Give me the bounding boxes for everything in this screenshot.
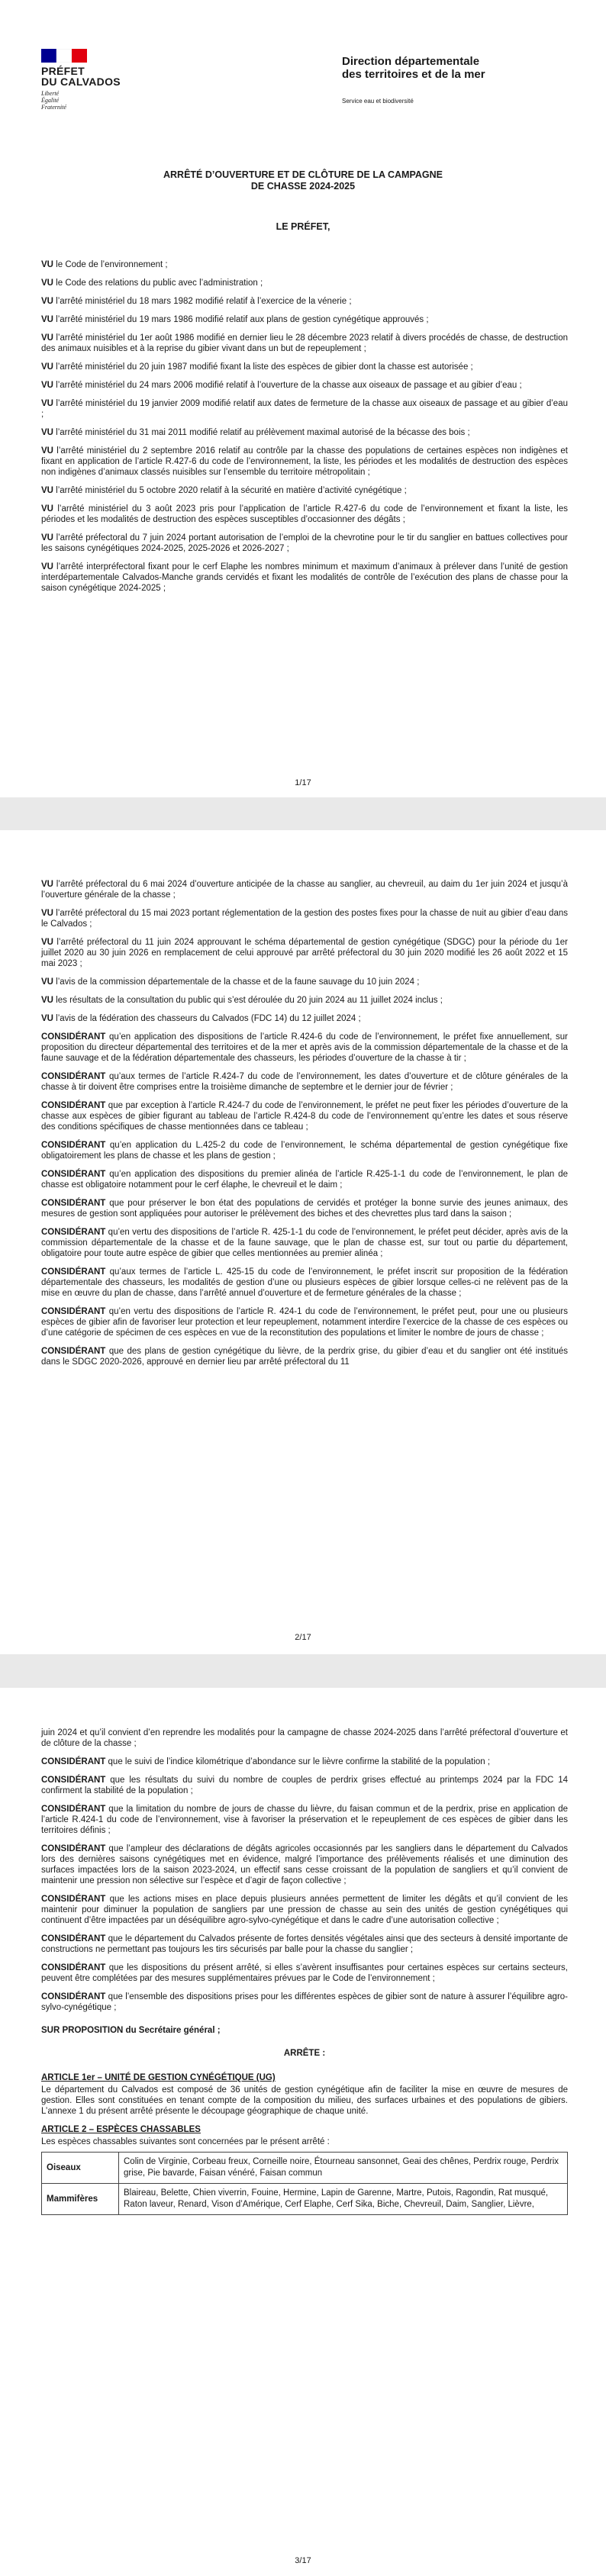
- paragraph: [41, 1032, 568, 1064]
- paragraph-lead: CONSIDÉRANT: [41, 1170, 106, 1179]
- paragraph: [41, 995, 568, 1006]
- document-page-2: [0, 830, 606, 1654]
- paragraph-text: l’avis de la commission départementale de la chasse et de la faune sauvage du 10 juin 2024 ;: [53, 977, 420, 987]
- paragraph-lead: VU: [41, 909, 53, 918]
- paragraph-lead: VU: [41, 486, 53, 495]
- paragraph-lead: CONSIDÉRANT: [41, 1032, 106, 1042]
- paragraph: [41, 333, 568, 354]
- paragraph: [41, 1100, 568, 1132]
- paragraph-text: l’avis de la fédération des chasseurs du Calvados (FDC 14) du 12 juillet 2024 ;: [53, 1014, 361, 1023]
- paragraph: [41, 908, 568, 929]
- arrete-heading: ARRÊTE :: [283, 2049, 326, 2058]
- paragraph: [41, 533, 568, 554]
- prefet-logo: [41, 49, 133, 111]
- paragraph-text: que les dispositions du présent arrêté, si elles s’avèrent insuffisantes pour certaines espèces sur certains secteurs, peuvent être complétées par des mesures supplémentaires prévues par le Code de l’environnement ;: [41, 1963, 568, 1983]
- article-1-title: ARTICLE 1er – UNITÉ DE GESTION CYNÉGÉTIQUE (UG): [41, 2073, 276, 2082]
- paragraph-lead: CONSIDÉRANT: [41, 1934, 106, 1943]
- paragraph: [41, 398, 568, 420]
- devise-egalite: Égalité: [41, 97, 60, 104]
- paragraph-text: l’arrêté préfectoral du 11 juin 2024 approuvant le schéma départemental de gestion cynégétique (SDGC) pour la période du 1er juillet 2020 au 30 juin 2026 en remplacement de celui approuvé par arrêté préfectoral du 30 juin 2020 modifié les 26 août 2022 et 15 mai 2023 ;: [41, 938, 568, 968]
- paragraph-text: qu’aux termes de l’article R.424-7 du code de l’environnement, les dates d’ouverture et de clôture générales de la chasse à tir doivent être comprises entre la troisième dimanche de septembre et le dernier jour de février ;: [41, 1072, 568, 1092]
- paragraph-text: que par exception à l’article R.424-7 du code de l’environnement, le préfet ne peut fixer les périodes d’ouverture de la chasse aux espèces de gibier figurant au tableau de l’article R.424-8 du code de l’environnement qu’entre les dates et sous réserve des conditions spécifiques de chasse mentionnées dans ce tableau ;: [41, 1101, 568, 1132]
- article-2-title: ARTICLE 2 – ESPÈCES CHASSABLES: [41, 2125, 201, 2134]
- paragraph-text: l’arrêté ministériel du 5 octobre 2020 relatif à la sécurité en matière d’activité cynégétique ;: [53, 486, 407, 495]
- direction-line-1: Direction départementale: [342, 55, 480, 68]
- article-1-text: Le département du Calvados est composé de 36 unités de gestion cynégétique afin de faciliter la mise en œuvre de mesures de gestion. Elles sont constituées en tenant compte de la composition du milieu, des surfaces urbaines et des populations de gibiers. L’annexe 1 du présent arrêté présente le découpage géographique de chaque unité.: [41, 2085, 568, 2116]
- service-name: Service eau et biodiversité: [342, 98, 414, 105]
- direction-line-2: des territoires et de la mer: [342, 68, 485, 81]
- paragraph: [41, 259, 568, 270]
- paragraph-lead: VU: [41, 362, 53, 372]
- paragraph: [41, 1894, 568, 1926]
- paragraph: [41, 1728, 568, 1749]
- paragraph-text: l’arrêté ministériel du 24 mars 2006 modifié relatif à l’ouverture de la chasse aux oiseaux de passage et au gibier d’eau ;: [53, 381, 522, 390]
- page-number: 3/17: [295, 2556, 311, 2565]
- document-page-1: [0, 0, 606, 797]
- paragraph-text: que pour préserver le bon état des populations de cervidés et protéger la bonne survie des jeunes animaux, des mesures de gestion sont appliquées pour autoriser le prélèvement des biches et des chevrettes plus tard dans la saison ;: [41, 1199, 568, 1219]
- paragraph: [41, 562, 568, 594]
- sur-proposition: SUR PROPOSITION du Secrétaire général ;: [41, 2026, 221, 2035]
- paragraph: [41, 427, 568, 438]
- paragraph: [41, 278, 568, 288]
- paragraph-lead: VU: [41, 428, 53, 437]
- paragraph-lead: VU: [41, 399, 53, 408]
- paragraph-text: que le suivi de l’indice kilométrique d’abondance sur le lièvre confirme la stabilité de la population ;: [105, 1757, 491, 1766]
- direction-name: [342, 55, 485, 81]
- paragraph-lead: CONSIDÉRANT: [41, 1963, 106, 1972]
- paragraph-text: l’arrêté ministériel du 19 mars 1986 modifié relatif aux plans de gestion cynégétique approuvés ;: [53, 315, 429, 324]
- paragraph: [41, 1198, 568, 1219]
- paragraph-lead: VU: [41, 1014, 53, 1023]
- paragraph-text: l’arrêté interpréfectoral fixant pour le cerf Elaphe les nombres minimum et maximum d’animaux à prélever dans l’unité de gestion interdépartementale Calvados-Manche grands cervidés et fixant les modalités de contrôle de l’exécution des plans de chasse pour la saison cynégétique 2024-2025 ;: [41, 562, 568, 593]
- paragraph: [41, 937, 568, 969]
- title-line-1: ARRÊTÉ D’OUVERTURE ET DE CLÔTURE DE LA CAMPAGNE: [163, 169, 443, 180]
- paragraph-lead: VU: [41, 315, 53, 324]
- paragraph-text: l’arrêté préfectoral du 6 mai 2024 d’ouverture anticipée de la chasse au sanglier, au chevreuil, au daim du 1er juin 2024 et jusqu’à l’ouverture générale de la chasse ;: [41, 880, 568, 900]
- paragraph-lead: VU: [41, 446, 53, 456]
- paragraph-lead: VU: [41, 938, 53, 947]
- devise-liberte: Liberté: [41, 90, 60, 97]
- document-title: [0, 169, 606, 192]
- paragraph: [41, 1306, 568, 1338]
- paragraph-lead: CONSIDÉRANT: [41, 1776, 106, 1785]
- paragraph-text: qu’en application des dispositions du premier alinéa de l’article R.425-1-1 du code de l’environnement, le plan de chasse est obligatoire notamment pour le cerf élaphe, le chevreuil et le daim ;: [41, 1170, 568, 1190]
- title-line-2: DE CHASSE 2024-2025: [250, 181, 356, 192]
- paragraph-lead: CONSIDÉRANT: [41, 1992, 106, 2001]
- paragraph-lead: VU: [41, 977, 53, 987]
- species-category: Mammifères: [42, 2184, 119, 2215]
- species-list: Colin de Virginie, Corbeau freux, Corneille noire, Étourneau sansonnet, Geai des chênes, Perdrix rouge, Perdrix grise, Pie bavarde, Faisan vénéré, Faisan commun: [119, 2153, 568, 2184]
- paragraph-lead: CONSIDÉRANT: [41, 1267, 106, 1277]
- paragraph-text: que l’ensemble des dispositions prises pour les différentes espèces de gibier sont de nature à assurer l’équilibre agro-sylvo-cynégétique ;: [41, 1992, 568, 2012]
- logo-line-1: PRÉFET: [41, 65, 85, 77]
- paragraph-text: qu’en application des dispositions de l’article R.424-6 du code de l’environnement, le préfet fixe annuellement, sur proposition du directeur départemental des territoires et de la mer et après avis de la commission départementale de la chasse et de la faune sauvage et de la fédération départementale des chasseurs, les périodes d’ouverture de la chasse à tir ;: [41, 1032, 568, 1063]
- paragraph-text: l’arrêté ministériel du 2 septembre 2016 relatif au contrôle par la chasse des populations de certaines espèces non indigènes et fixant en application de l’article R.427-6 du code de l’environnement, la liste, les périodes et les modalités de destruction des espèces non indigènes d’animaux classés nuisibles sur l’ensemble du territoire métropolitain ;: [41, 446, 568, 477]
- paragraph-lead: CONSIDÉRANT: [41, 1757, 106, 1766]
- species-category: Oiseaux: [42, 2153, 119, 2184]
- paragraph-lead: CONSIDÉRANT: [41, 1307, 106, 1316]
- paragraph: [41, 1013, 568, 1024]
- paragraph-text: que le département du Calvados présente de fortes densités végétales ainsi que des secteurs à densité importante de constructions ne permettant pas toujours les tirs sécurisés par balle pour la chasse du sanglier ;: [41, 1934, 568, 1954]
- page-2-body: [41, 879, 568, 1375]
- paragraph-lead: CONSIDÉRANT: [41, 1895, 106, 1904]
- paragraph: [41, 1843, 568, 1886]
- paragraph-lead: CONSIDÉRANT: [41, 1347, 106, 1356]
- paragraph-lead: VU: [41, 381, 53, 390]
- paragraph-text: qu’en application du L.425-2 du code de l’environnement, le schéma départemental de gestion cynégétique fixe obligatoirement les plans de chasse et les plans de gestion ;: [41, 1141, 568, 1161]
- paragraph: [41, 1140, 568, 1161]
- paragraph-text: que les actions mises en place depuis plusieurs années permettent de limiter les dégâts et qu’il convient de les maintenir pour diminuer la population de sangliers par une pression de chasse au sein des unités de gestion cynégétiques qui continuent d’être impactées par un déséquilibre agro-sylvo-cynégétique et dans le cadre d’une autorisation collective ;: [41, 1895, 568, 1925]
- paragraph: [41, 1267, 568, 1299]
- paragraph: [41, 1804, 568, 1836]
- paragraph-text: l’arrêté ministériel du 18 mars 1982 modifié relatif à l’exercice de la vénerie ;: [53, 297, 352, 306]
- paragraph-text: que des plans de gestion cynégétique du lièvre, de la perdrix grise, du gibier d’eau et du sanglier ont été institués dans le SDGC 2020-2026, approuvé en dernier lieu par arrêté préfectoral du 11: [41, 1347, 568, 1367]
- paragraph-text: qu’en vertu des dispositions de l’article R. 424-1 du code de l’environnement, le préfet peut, pour une ou plusieurs espèces de gibier afin de favoriser leur protection et leur repeuplement, notamment interdire l’exercice de la chasse de ces espèces ou d’une catégorie de spécimen de ces espèces en vue de la reconstitution des populations et limiter le nombre de jours de chasse ;: [41, 1307, 568, 1338]
- devise-fraternite: Fraternité: [41, 104, 66, 111]
- paragraph: [41, 380, 568, 391]
- species-table: [41, 2152, 568, 2215]
- paragraph-text: l’arrêté ministériel du 3 août 2023 pris pour l’application de l’article R.427-6 du code de l’environnement et fixant la liste, les périodes et les modalités de destruction des espèces susceptibles d’occasionner des dégâts ;: [41, 504, 568, 524]
- paragraph: [41, 1346, 568, 1367]
- species-list: Blaireau, Belette, Chien viverrin, Fouine, Hermine, Lapin de Garenne, Martre, Putois, Ragondin, Rat musqué, Raton laveur, Renard, Vison d’Amérique, Cerf Elaphe, Cerf Sika, Biche, Chevreuil, Daim, Sanglier, Lièvre,: [119, 2184, 568, 2215]
- paragraph-lead: VU: [41, 562, 53, 572]
- paragraph-text: qu’aux termes de l’article L. 425-15 du code de l’environnement, le préfet inscrit sur proposition de la fédération départementale des chasseurs, les modalités de gestion d’une ou plusieurs espèces de gibier lorsque celles-ci ne relèvent pas de la mise en œuvre du plan de chasse, dans l’arrêté annuel d’ouverture et de fermeture générales de la chasse ;: [41, 1267, 568, 1298]
- prefet-heading: LE PRÉFET,: [276, 221, 330, 232]
- document-page-3: [0, 1688, 606, 2576]
- paragraph: [41, 1934, 568, 1955]
- devise: [41, 90, 133, 111]
- paragraph-text: le Code des relations du public avec l’administration ;: [53, 279, 263, 288]
- page-number: 1/17: [295, 778, 311, 787]
- paragraph: [41, 1227, 568, 1259]
- paragraph-text: le Code de l’environnement ;: [53, 260, 168, 269]
- table-row: [42, 2184, 568, 2215]
- article-2-intro: Les espèces chassables suivantes sont concernées par le présent arrêté :: [41, 2137, 330, 2146]
- paragraph: [41, 504, 568, 525]
- paragraph-text: que l’ampleur des déclarations de dégâts agricoles occasionnés par les sangliers dans le département du Calvados lors des dernières saisons cynégétiques met en évidence, malgré l’importance des prélèvements réalisés et une diminution des surfaces impactées lors de la saison 2023-2024, un effectif sans cesse croissant de la population de sangliers et qu’il convient de maintenir une pression non sélective sur l’espèce et d’agir de façon collective ;: [41, 1844, 568, 1885]
- paragraph-text: l’arrêté préfectoral du 15 mai 2023 portant réglementation de la gestion des postes fixes pour la chasse de nuit au gibier d’eau dans le Calvados ;: [41, 909, 568, 929]
- paragraph-lead: CONSIDÉRANT: [41, 1228, 106, 1237]
- paragraph-lead: VU: [41, 504, 53, 514]
- page-3-body: [41, 1728, 568, 2215]
- page-1-body: [41, 259, 568, 601]
- paragraph-lead: VU: [41, 533, 53, 543]
- paragraph-lead: CONSIDÉRANT: [41, 1844, 106, 1853]
- paragraph: [41, 296, 568, 307]
- paragraph-text: que les résultats du suivi du nombre de couples de perdrix grises effectué au printemps 2024 par la FDC 14 confirment la stabilité de la population ;: [41, 1776, 568, 1795]
- paragraph-text: qu’en vertu des dispositions de l’article R. 425-1-1 du code de l’environnement, le préfet peut décider, après avis de la commission départementale de la chasse et de la faune sauvage, que le plan de chasse est, sur tout ou partie du département, obligatoire pour toute autre espèce de gibier que celles mentionnées au premier alinéa ;: [41, 1228, 568, 1258]
- marianne-flag-icon: [41, 49, 87, 63]
- page-3-considerants: [41, 1728, 568, 2013]
- paragraph-lead: CONSIDÉRANT: [41, 1199, 106, 1208]
- paragraph-text: juin 2024 et qu’il convient d’en reprendre les modalités pour la campagne de chasse 2024-2025 dans l’arrêté préfectoral d’ouverture et de clôture de la chasse ;: [41, 1728, 568, 1748]
- logo-line-2: DU CALVADOS: [41, 76, 121, 88]
- paragraph-lead: CONSIDÉRANT: [41, 1072, 106, 1081]
- paragraph: [41, 446, 568, 478]
- paragraph-lead: VU: [41, 297, 53, 306]
- table-row: [42, 2153, 568, 2184]
- paragraph: [41, 977, 568, 987]
- paragraph: [41, 1775, 568, 1796]
- paragraph-lead: VU: [41, 333, 53, 343]
- paragraph-text: que la limitation du nombre de jours de chasse du lièvre, du faisan commun et de la perdrix, prise en application de l’article R.424-1 du code de l’environnement, vise à favoriser la préservation et le repeuplement de ces espèces de gibier dans les territoires définis ;: [41, 1805, 568, 1835]
- paragraph-text: les résultats de la consultation du public qui s’est déroulée du 20 juin 2024 au 11 juillet 2024 inclus ;: [53, 996, 443, 1005]
- paragraph-lead: VU: [41, 880, 53, 889]
- paragraph: [41, 1992, 568, 2013]
- paragraph-text: l’arrêté ministériel du 31 mai 2011 modifié relatif au prélèvement maximal autorisé de la bécasse des bois ;: [53, 428, 470, 437]
- paragraph-lead: VU: [41, 279, 53, 288]
- paragraph: [41, 362, 568, 372]
- paragraph-lead: CONSIDÉRANT: [41, 1101, 106, 1110]
- paragraph: [41, 879, 568, 900]
- paragraph: [41, 1757, 568, 1767]
- page-number: 2/17: [295, 1633, 311, 1642]
- paragraph-lead: VU: [41, 260, 53, 269]
- paragraph-lead: CONSIDÉRANT: [41, 1141, 106, 1150]
- paragraph-text: l’arrêté ministériel du 20 juin 1987 modifié fixant la liste des espèces de gibier dont la chasse est autorisée ;: [53, 362, 473, 372]
- paragraph: [41, 1071, 568, 1093]
- paragraph: [41, 314, 568, 325]
- paragraph-lead: CONSIDÉRANT: [41, 1805, 106, 1814]
- paragraph-text: l’arrêté ministériel du 1er août 1986 modifié en dernier lieu le 28 décembre 2023 relatif à divers procédés de chasse, de destruction des animaux nuisibles et à la reprise du gibier vivant dans un but de repeuplement ;: [41, 333, 568, 353]
- paragraph: [41, 1963, 568, 1984]
- paragraph-text: l’arrêté préfectoral du 7 juin 2024 portant autorisation de l’emploi de la chevrotine pour le tir du sanglier en battues collectives pour les saisons cynégétiques 2024-2025, 2025-2026 et 2026-2027 ;: [41, 533, 568, 553]
- paragraph-lead: VU: [41, 996, 53, 1005]
- paragraph: [41, 485, 568, 496]
- paragraph: [41, 1169, 568, 1190]
- paragraph-text: l’arrêté ministériel du 19 janvier 2009 modifié relatif aux dates de fermeture de la chasse aux oiseaux de passage et au gibier d’eau ;: [41, 399, 568, 419]
